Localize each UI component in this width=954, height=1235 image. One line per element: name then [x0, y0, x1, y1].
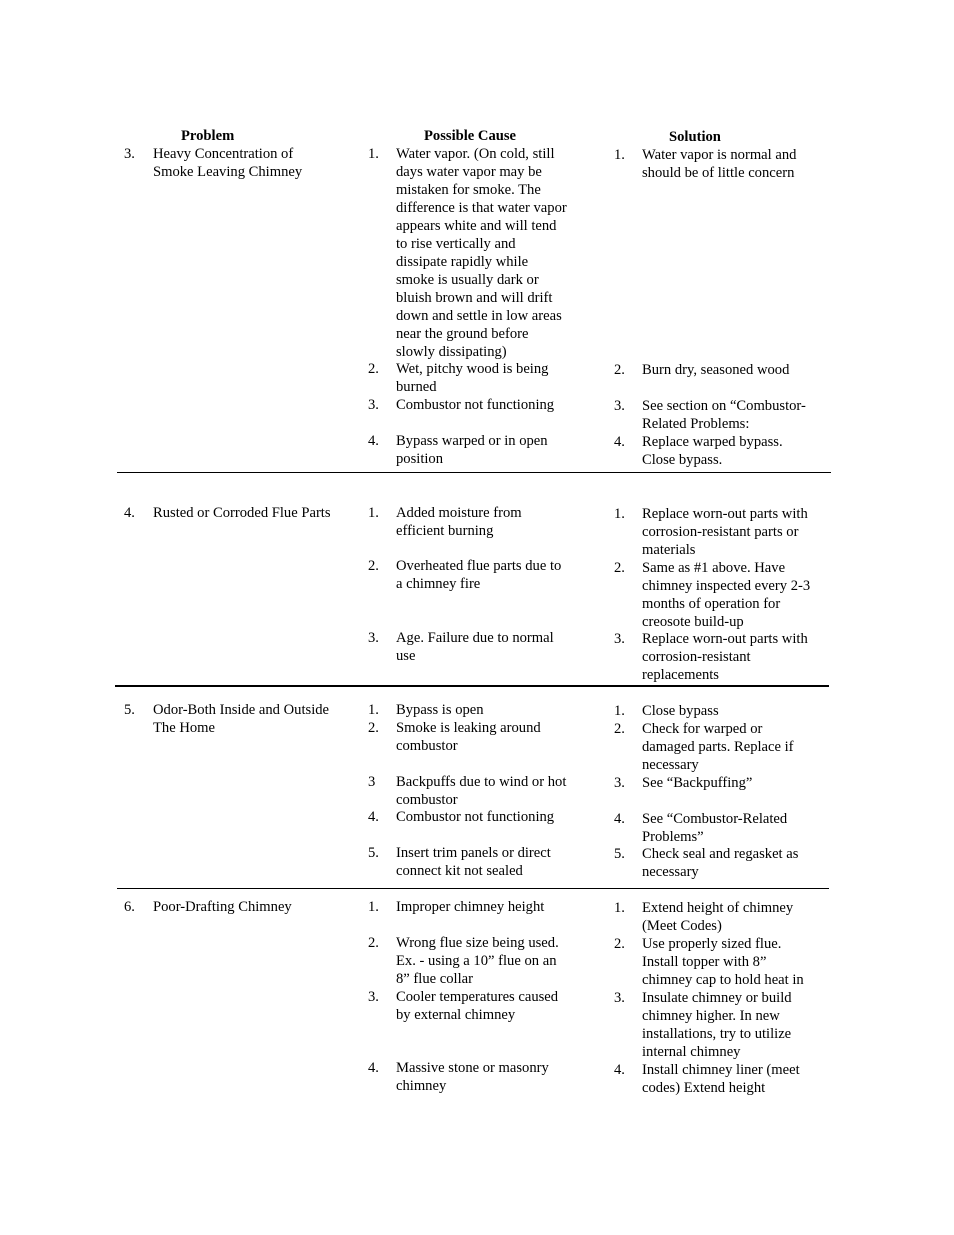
cause-number: 2.: [368, 935, 379, 951]
cause-text: Wet, pitchy wood is being: [396, 361, 549, 377]
solution-text: (Meet Codes): [642, 918, 722, 934]
cause-number: 2.: [368, 558, 379, 574]
cause-text: Insert trim panels or direct: [396, 845, 551, 861]
cause-text: Combustor not functioning: [396, 809, 555, 825]
cause-text: Bypass is open: [396, 702, 484, 718]
solution-text: Related Problems:: [642, 416, 750, 432]
header-solution: Solution: [669, 129, 721, 145]
cause-text: dissipate rapidly while: [396, 254, 529, 270]
cause-text: Overheated flue parts due to: [396, 558, 562, 574]
problem-number: 4.: [124, 505, 135, 521]
solution-text: Use properly sized flue.: [642, 936, 782, 952]
row-divider: [117, 888, 829, 889]
solution-number: 4.: [614, 811, 625, 827]
solution-text: Burn dry, seasoned wood: [642, 362, 790, 378]
cause-number: 3.: [368, 630, 379, 646]
solution-text: necessary: [642, 757, 699, 773]
cause-text: Bypass warped or in open: [396, 433, 548, 449]
solution-number: 3.: [614, 990, 625, 1006]
cause-text: combustor: [396, 738, 458, 754]
cause-text: to rise vertically and: [396, 236, 516, 252]
solution-text: Insulate chimney or build: [642, 990, 792, 1006]
solution-text: chimney higher. In new: [642, 1008, 780, 1024]
cause-number: 1.: [368, 702, 379, 718]
cause-number: 2.: [368, 720, 379, 736]
solution-text: Water vapor is normal and: [642, 147, 797, 163]
cause-text: use: [396, 648, 416, 664]
row-divider: [117, 472, 831, 473]
cause-text: Combustor not functioning: [396, 397, 555, 413]
cause-number: 3.: [368, 397, 379, 413]
solution-number: 1.: [614, 703, 625, 719]
cause-number: 1.: [368, 146, 379, 162]
cause-number: 3: [368, 774, 376, 790]
solution-text: Same as #1 above. Have: [642, 560, 786, 576]
cause-text: difference is that water vapor: [396, 200, 567, 216]
cause-number: 3.: [368, 989, 379, 1005]
problem-title: Smoke Leaving Chimney: [153, 164, 303, 180]
problem-title: Odor-Both Inside and Outside: [153, 702, 330, 718]
solution-number: 4.: [614, 434, 625, 450]
solution-text: See section on “Combustor-: [642, 398, 806, 414]
solution-number: 3.: [614, 398, 625, 414]
cause-number: 5.: [368, 845, 379, 861]
solution-text: Install topper with 8”: [642, 954, 767, 970]
solution-text: codes) Extend height: [642, 1080, 766, 1096]
cause-text: chimney: [396, 1078, 447, 1094]
cause-text: Massive stone or masonry: [396, 1060, 549, 1076]
cause-text: Wrong flue size being used.: [396, 935, 559, 951]
solution-number: 3.: [614, 775, 625, 791]
solution-text: creosote build-up: [642, 614, 744, 630]
cause-text: position: [396, 451, 444, 467]
cause-number: 2.: [368, 361, 379, 377]
solution-text: Check for warped or: [642, 721, 763, 737]
cause-text: mistaken for smoke. The: [396, 182, 541, 198]
cause-text: smoke is usually dark or: [396, 272, 539, 288]
solution-text: necessary: [642, 864, 699, 880]
cause-text: down and settle in low areas: [396, 308, 562, 324]
solution-text: See “Combustor-Related: [642, 811, 788, 827]
solution-number: 2.: [614, 362, 625, 378]
header-problem: Problem: [181, 128, 235, 144]
problem-number: 5.: [124, 702, 135, 718]
cause-text: efficient burning: [396, 523, 494, 539]
cause-number: 4.: [368, 809, 379, 825]
problem-title: Poor-Drafting Chimney: [153, 899, 292, 915]
solution-number: 1.: [614, 147, 625, 163]
solution-text: installations, try to utilize: [642, 1026, 792, 1042]
cause-text: Water vapor. (On cold, still: [396, 146, 555, 162]
problem-title: Rusted or Corroded Flue Parts: [153, 505, 331, 521]
cause-text: Age. Failure due to normal: [396, 630, 554, 646]
solution-text: should be of little concern: [642, 165, 795, 181]
solution-number: 3.: [614, 631, 625, 647]
cause-number: 4.: [368, 433, 379, 449]
cause-number: 1.: [368, 505, 379, 521]
cause-text: Ex. - using a 10” flue on an: [396, 953, 557, 969]
solution-text: internal chimney: [642, 1044, 741, 1060]
cause-text: near the ground before: [396, 326, 529, 342]
solution-text: materials: [642, 542, 696, 558]
solution-text: Close bypass.: [642, 452, 723, 468]
solution-text: Extend height of chimney: [642, 900, 794, 916]
solution-number: 1.: [614, 506, 625, 522]
solution-text: Close bypass: [642, 703, 719, 719]
solution-number: 5.: [614, 846, 625, 862]
cause-text: days water vapor may be: [396, 164, 542, 180]
solution-text: chimney cap to hold heat in: [642, 972, 804, 988]
row-divider: [115, 685, 829, 687]
problem-number: 3.: [124, 146, 135, 162]
solution-text: months of operation for: [642, 596, 781, 612]
cause-text: by external chimney: [396, 1007, 516, 1023]
cause-text: Improper chimney height: [396, 899, 545, 915]
solution-text: damaged parts. Replace if: [642, 739, 794, 755]
solution-number: 4.: [614, 1062, 625, 1078]
cause-text: connect kit not sealed: [396, 863, 523, 879]
problem-number: 6.: [124, 899, 135, 915]
cause-text: Added moisture from: [396, 505, 522, 521]
cause-number: 1.: [368, 899, 379, 915]
cause-number: 4.: [368, 1060, 379, 1076]
solution-text: chimney inspected every 2-3: [642, 578, 811, 594]
cause-text: combustor: [396, 792, 458, 808]
solution-number: 1.: [614, 900, 625, 916]
solution-number: 2.: [614, 936, 625, 952]
cause-text: Smoke is leaking around: [396, 720, 541, 736]
solution-number: 2.: [614, 721, 625, 737]
cause-text: a chimney fire: [396, 576, 481, 592]
solution-number: 2.: [614, 560, 625, 576]
solution-text: Install chimney liner (meet: [642, 1062, 800, 1078]
solution-text: See “Backpuffing”: [642, 775, 753, 791]
solution-text: Problems”: [642, 829, 704, 845]
header-possible-cause: Possible Cause: [424, 128, 517, 144]
solution-text: replacements: [642, 667, 719, 683]
cause-text: burned: [396, 379, 437, 395]
cause-text: appears white and will tend: [396, 218, 557, 234]
problem-title: Heavy Concentration of: [153, 146, 294, 162]
cause-text: bluish brown and will drift: [396, 290, 553, 306]
solution-text: corrosion-resistant: [642, 649, 751, 665]
solution-text: Replace warped bypass.: [642, 434, 783, 450]
cause-text: Cooler temperatures caused: [396, 989, 559, 1005]
cause-text: 8” flue collar: [396, 971, 473, 987]
cause-text: slowly dissipating): [396, 344, 507, 360]
solution-text: corrosion-resistant parts or: [642, 524, 799, 540]
solution-text: Replace worn-out parts with: [642, 506, 808, 522]
problem-title: The Home: [153, 720, 216, 736]
cause-text: Backpuffs due to wind or hot: [396, 774, 567, 790]
solution-text: Check seal and regasket as: [642, 846, 799, 862]
solution-text: Replace worn-out parts with: [642, 631, 808, 647]
